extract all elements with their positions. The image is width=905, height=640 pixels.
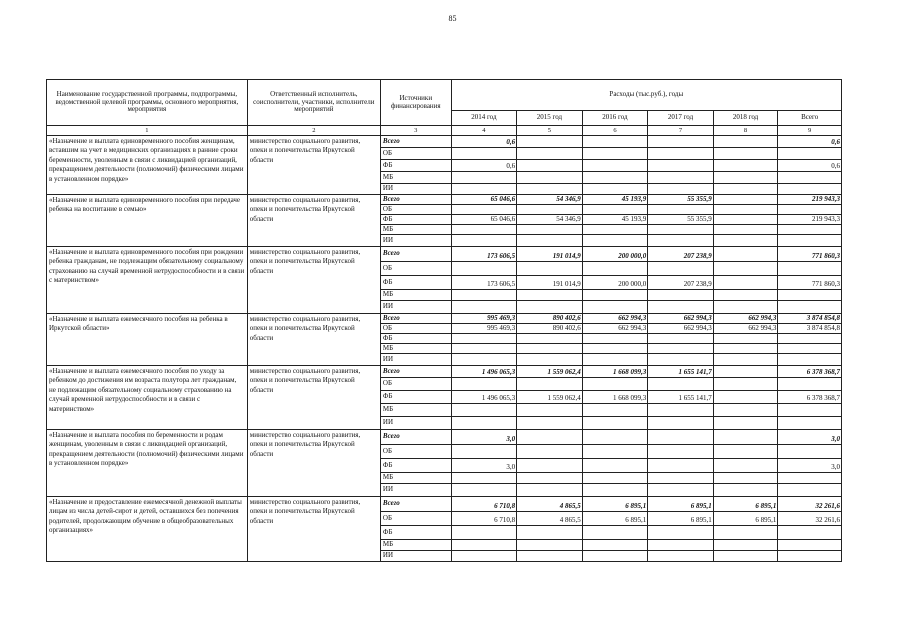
value-cell bbox=[517, 417, 583, 430]
funding-source: МБ bbox=[380, 344, 451, 354]
header-funding-source: Источники финансирования bbox=[380, 80, 451, 126]
value-cell bbox=[648, 334, 714, 344]
value-total bbox=[778, 417, 842, 430]
value-cell: 4 865,5 bbox=[517, 512, 583, 526]
value-total bbox=[778, 484, 842, 497]
funding-source: Всего bbox=[380, 430, 451, 445]
value-cell: 6 895,1 bbox=[713, 512, 778, 526]
value-cell bbox=[517, 354, 583, 366]
value-cell bbox=[517, 205, 583, 215]
value-cell bbox=[451, 290, 517, 301]
value-total: 771 860,3 bbox=[778, 247, 842, 262]
funding-source: ИИ bbox=[380, 354, 451, 366]
value-cell bbox=[582, 417, 648, 430]
value-cell: 1 655 141,7 bbox=[648, 391, 714, 404]
value-cell bbox=[713, 459, 778, 473]
value-cell bbox=[713, 247, 778, 262]
value-cell bbox=[517, 344, 583, 354]
value-cell: 1 496 065,3 bbox=[451, 366, 517, 378]
value-cell bbox=[451, 551, 517, 562]
value-cell bbox=[582, 430, 648, 445]
program-name: «Назначение и выплата ежемесячного пособия на ребенка в Иркутской области» bbox=[47, 314, 248, 366]
value-cell bbox=[451, 184, 517, 195]
value-cell: 6 710,8 bbox=[451, 497, 517, 512]
value-cell bbox=[582, 136, 648, 148]
funding-source: ОБ bbox=[380, 262, 451, 276]
value-cell: 662 994,3 bbox=[582, 314, 648, 324]
value-cell: 6 895,1 bbox=[582, 497, 648, 512]
value-cell bbox=[648, 172, 714, 184]
funding-source: ФБ bbox=[380, 160, 451, 172]
value-cell: 890 402,6 bbox=[517, 324, 583, 334]
value-cell bbox=[713, 290, 778, 301]
table-row bbox=[47, 195, 842, 205]
value-total: 3 874 854,8 bbox=[778, 324, 842, 334]
program-name: «Назначение и выплата пособия по беременности и родам женщинам, уволенным в связи с ликвидацией организаций, прекращением деятельности (полномочий) физическими лицами в установленном порядке» bbox=[47, 430, 248, 497]
funding-source: Всего bbox=[380, 247, 451, 262]
value-cell bbox=[517, 540, 583, 551]
page-number: 85 bbox=[448, 14, 457, 23]
value-cell bbox=[582, 205, 648, 215]
value-cell: 6 895,1 bbox=[648, 497, 714, 512]
value-cell bbox=[451, 378, 517, 391]
funding-source: ОБ bbox=[380, 378, 451, 391]
value-cell bbox=[713, 484, 778, 497]
value-total: 32 261,6 bbox=[778, 497, 842, 512]
program-name: «Назначение и предоставление ежемесячной денежной выплаты лицам из числа детей-сирот и детей, оставшихся без попечения родителей, продолжающим обучение в общеобразовательных организациях» bbox=[47, 497, 248, 562]
value-cell: 662 994,3 bbox=[713, 324, 778, 334]
value-cell: 662 994,3 bbox=[713, 314, 778, 324]
value-cell: 1 668 099,3 bbox=[582, 391, 648, 404]
funding-source: МБ bbox=[380, 473, 451, 484]
value-cell: 55 355,9 bbox=[648, 215, 714, 225]
funding-source: ИИ bbox=[380, 301, 451, 314]
value-total: 0,6 bbox=[778, 136, 842, 148]
value-cell: 207 238,9 bbox=[648, 276, 714, 290]
value-cell bbox=[582, 354, 648, 366]
value-cell: 200 000,0 bbox=[582, 276, 648, 290]
funding-source: МБ bbox=[380, 540, 451, 551]
funding-source: ФБ bbox=[380, 459, 451, 473]
funding-source: ФБ bbox=[380, 215, 451, 225]
value-cell bbox=[648, 344, 714, 354]
value-cell bbox=[713, 417, 778, 430]
column-number: 3 bbox=[380, 126, 451, 136]
value-total: 32 261,6 bbox=[778, 512, 842, 526]
value-cell: 1 655 141,7 bbox=[648, 366, 714, 378]
funding-source: МБ bbox=[380, 225, 451, 235]
column-number: 1 bbox=[47, 126, 248, 136]
executor: министерство социального развития, опеки и попечительства Иркутской области bbox=[247, 247, 380, 314]
value-cell: 55 355,9 bbox=[648, 195, 714, 205]
value-cell bbox=[451, 354, 517, 366]
value-cell bbox=[517, 235, 583, 247]
value-cell bbox=[713, 276, 778, 290]
executor: министерство социального развития, опеки и попечительства Иркутской области bbox=[247, 195, 380, 247]
value-cell: 173 606,5 bbox=[451, 247, 517, 262]
value-cell bbox=[517, 184, 583, 195]
funding-source: ИИ bbox=[380, 484, 451, 497]
program-name: «Назначение и выплата единовременного пособия при рождении ребенка гражданам, не подлежащим обязательному социальному страхованию на случай временной нетрудоспособности и в связи с материнством» bbox=[47, 247, 248, 314]
value-cell: 6 895,1 bbox=[648, 512, 714, 526]
value-cell bbox=[648, 551, 714, 562]
executor: министерство социального развития, опеки и попечительства Иркутской области bbox=[247, 136, 380, 195]
value-cell bbox=[648, 148, 714, 160]
funding-source: ФБ bbox=[380, 391, 451, 404]
value-cell: 662 994,3 bbox=[648, 324, 714, 334]
program-name: «Назначение и выплата ежемесячного пособия по уходу за ребенком до достижения им возраста полутора лет гражданам, не подлежащим обязательному социальному страхованию на случай временной нетрудоспособности и в связи с материнством» bbox=[47, 366, 248, 430]
value-total: 3,0 bbox=[778, 430, 842, 445]
value-total bbox=[778, 184, 842, 195]
value-cell: 890 402,6 bbox=[517, 314, 583, 324]
table-row bbox=[47, 136, 842, 148]
value-cell bbox=[713, 172, 778, 184]
value-cell bbox=[648, 526, 714, 540]
value-cell bbox=[582, 301, 648, 314]
value-cell bbox=[648, 136, 714, 148]
value-cell bbox=[451, 334, 517, 344]
value-cell bbox=[517, 404, 583, 417]
value-cell bbox=[451, 540, 517, 551]
value-cell bbox=[713, 344, 778, 354]
column-number: 4 bbox=[451, 126, 517, 136]
value-cell: 0,6 bbox=[451, 136, 517, 148]
value-cell bbox=[713, 366, 778, 378]
value-cell bbox=[582, 540, 648, 551]
value-cell bbox=[713, 184, 778, 195]
value-cell bbox=[582, 184, 648, 195]
funding-source: МБ bbox=[380, 172, 451, 184]
value-total bbox=[778, 301, 842, 314]
value-cell bbox=[648, 445, 714, 459]
value-total bbox=[778, 235, 842, 247]
funding-source: МБ bbox=[380, 290, 451, 301]
value-cell bbox=[451, 225, 517, 235]
value-cell bbox=[451, 205, 517, 215]
value-cell: 1 559 062,4 bbox=[517, 366, 583, 378]
funding-source: МБ bbox=[380, 404, 451, 417]
value-cell bbox=[451, 301, 517, 314]
value-cell bbox=[648, 459, 714, 473]
value-total bbox=[778, 172, 842, 184]
value-cell: 1 559 062,4 bbox=[517, 391, 583, 404]
value-cell bbox=[713, 354, 778, 366]
value-cell bbox=[582, 225, 648, 235]
value-cell: 6 895,1 bbox=[713, 497, 778, 512]
value-cell bbox=[713, 404, 778, 417]
value-cell bbox=[648, 378, 714, 391]
header-year: 2017 год bbox=[648, 111, 714, 126]
column-number: 9 bbox=[778, 126, 842, 136]
table-row bbox=[47, 497, 842, 512]
value-cell bbox=[713, 334, 778, 344]
value-total bbox=[778, 378, 842, 391]
value-total bbox=[778, 225, 842, 235]
funding-source: ОБ bbox=[380, 512, 451, 526]
column-number-row bbox=[47, 126, 842, 136]
header-program-name: Наименование государственной программы, подпрограммы, ведомственной целевой программы, основного мероприятия, мероприятия bbox=[47, 80, 248, 126]
value-cell bbox=[451, 473, 517, 484]
value-cell bbox=[648, 430, 714, 445]
value-cell bbox=[713, 160, 778, 172]
funding-source: ФБ bbox=[380, 334, 451, 344]
funding-source: ОБ bbox=[380, 324, 451, 334]
value-cell bbox=[582, 459, 648, 473]
value-cell bbox=[451, 148, 517, 160]
value-total bbox=[778, 334, 842, 344]
value-cell: 662 994,3 bbox=[648, 314, 714, 324]
value-cell bbox=[713, 225, 778, 235]
value-cell: 995 469,3 bbox=[451, 314, 517, 324]
table-header-row bbox=[47, 80, 842, 111]
value-cell bbox=[648, 473, 714, 484]
value-cell bbox=[648, 205, 714, 215]
value-cell: 191 014,9 bbox=[517, 276, 583, 290]
funding-source: ОБ bbox=[380, 205, 451, 215]
funding-source: Всего bbox=[380, 497, 451, 512]
value-cell bbox=[713, 391, 778, 404]
value-cell bbox=[713, 445, 778, 459]
value-cell bbox=[648, 404, 714, 417]
executor: министерство социального развития, опеки и попечительства Иркутской области bbox=[247, 497, 380, 562]
value-total bbox=[778, 354, 842, 366]
value-cell bbox=[451, 235, 517, 247]
value-total bbox=[778, 205, 842, 215]
value-cell bbox=[451, 417, 517, 430]
value-cell bbox=[582, 378, 648, 391]
value-cell bbox=[517, 262, 583, 276]
funding-source: ИИ bbox=[380, 184, 451, 195]
value-cell bbox=[451, 484, 517, 497]
funding-source: Всего bbox=[380, 136, 451, 148]
value-cell bbox=[648, 301, 714, 314]
value-cell bbox=[582, 262, 648, 276]
value-cell bbox=[648, 184, 714, 195]
value-cell bbox=[648, 417, 714, 430]
value-cell bbox=[713, 136, 778, 148]
value-cell bbox=[517, 473, 583, 484]
value-cell: 995 469,3 bbox=[451, 324, 517, 334]
value-cell: 200 000,0 bbox=[582, 247, 648, 262]
value-cell: 207 238,9 bbox=[648, 247, 714, 262]
table-row bbox=[47, 366, 842, 378]
value-cell bbox=[517, 378, 583, 391]
value-cell: 6 895,1 bbox=[582, 512, 648, 526]
table-row bbox=[47, 314, 842, 324]
value-cell bbox=[582, 344, 648, 354]
value-cell: 54 346,9 bbox=[517, 195, 583, 205]
header-year: 2016 год bbox=[582, 111, 648, 126]
value-cell: 65 046,6 bbox=[451, 215, 517, 225]
value-total bbox=[778, 404, 842, 417]
value-cell bbox=[517, 301, 583, 314]
table-row bbox=[47, 430, 842, 445]
value-cell bbox=[517, 459, 583, 473]
value-cell bbox=[713, 551, 778, 562]
column-number: 2 bbox=[247, 126, 380, 136]
value-cell bbox=[648, 160, 714, 172]
value-total bbox=[778, 290, 842, 301]
value-total: 0,6 bbox=[778, 160, 842, 172]
executor: министерство социального развития, опеки и попечительства Иркутской области bbox=[247, 314, 380, 366]
funding-source: ИИ bbox=[380, 551, 451, 562]
value-cell bbox=[517, 551, 583, 562]
column-number: 7 bbox=[648, 126, 714, 136]
value-cell bbox=[648, 235, 714, 247]
budget-table bbox=[46, 79, 842, 562]
value-total: 3,0 bbox=[778, 459, 842, 473]
value-cell bbox=[582, 404, 648, 417]
value-cell: 1 496 065,3 bbox=[451, 391, 517, 404]
value-cell: 54 346,9 bbox=[517, 215, 583, 225]
value-cell bbox=[582, 445, 648, 459]
value-cell bbox=[517, 225, 583, 235]
value-cell: 191 014,9 bbox=[517, 247, 583, 262]
header-year: 2014 год bbox=[451, 111, 517, 126]
funding-source: Всего bbox=[380, 314, 451, 324]
value-total bbox=[778, 262, 842, 276]
funding-source: ОБ bbox=[380, 445, 451, 459]
value-cell: 4 865,5 bbox=[517, 497, 583, 512]
value-cell bbox=[582, 148, 648, 160]
value-cell bbox=[582, 235, 648, 247]
column-number: 5 bbox=[517, 126, 583, 136]
header-year: 2018 год bbox=[713, 111, 778, 126]
value-cell bbox=[517, 160, 583, 172]
value-total bbox=[778, 551, 842, 562]
value-cell bbox=[648, 354, 714, 366]
value-total: 219 943,3 bbox=[778, 195, 842, 205]
header-costs: Расходы (тыс.руб.), годы bbox=[451, 80, 841, 111]
value-cell bbox=[713, 215, 778, 225]
table-body bbox=[47, 136, 842, 562]
value-cell bbox=[517, 445, 583, 459]
value-cell bbox=[451, 172, 517, 184]
value-cell bbox=[713, 430, 778, 445]
value-cell bbox=[451, 445, 517, 459]
funding-source: ИИ bbox=[380, 417, 451, 430]
value-total: 6 378 368,7 bbox=[778, 391, 842, 404]
program-name: «Назначение и выплата единовременного пособия при передаче ребенка на воспитание в семью» bbox=[47, 195, 248, 247]
value-cell bbox=[582, 484, 648, 497]
table-row bbox=[47, 247, 842, 262]
value-cell: 6 710,8 bbox=[451, 512, 517, 526]
header-year: 2015 год bbox=[517, 111, 583, 126]
value-cell bbox=[517, 484, 583, 497]
value-cell bbox=[713, 473, 778, 484]
value-cell: 45 193,9 bbox=[582, 195, 648, 205]
value-total bbox=[778, 344, 842, 354]
value-cell: 45 193,9 bbox=[582, 215, 648, 225]
value-cell bbox=[582, 290, 648, 301]
value-cell bbox=[713, 205, 778, 215]
value-cell bbox=[451, 404, 517, 417]
header-total: Всего bbox=[778, 111, 842, 126]
funding-source: ОБ bbox=[380, 148, 451, 160]
value-cell: 173 606,5 bbox=[451, 276, 517, 290]
column-number: 8 bbox=[713, 126, 778, 136]
value-cell bbox=[713, 235, 778, 247]
funding-source: ИИ bbox=[380, 235, 451, 247]
value-cell bbox=[582, 473, 648, 484]
value-cell bbox=[648, 262, 714, 276]
value-cell bbox=[648, 290, 714, 301]
value-cell bbox=[582, 334, 648, 344]
value-cell bbox=[713, 378, 778, 391]
value-cell bbox=[713, 195, 778, 205]
value-cell bbox=[451, 262, 517, 276]
value-cell bbox=[648, 484, 714, 497]
header-executor: Ответственный исполнитель, соисполнители, участники, исполнители мероприятий bbox=[247, 80, 380, 126]
value-cell bbox=[517, 148, 583, 160]
value-total bbox=[778, 445, 842, 459]
value-cell bbox=[517, 526, 583, 540]
value-cell bbox=[648, 225, 714, 235]
value-total bbox=[778, 473, 842, 484]
value-cell bbox=[582, 551, 648, 562]
value-cell: 1 668 099,3 bbox=[582, 366, 648, 378]
value-cell: 3,0 bbox=[451, 459, 517, 473]
funding-source: ФБ bbox=[380, 276, 451, 290]
value-cell bbox=[517, 334, 583, 344]
value-cell: 662 994,3 bbox=[582, 324, 648, 334]
funding-source: Всего bbox=[380, 366, 451, 378]
value-total bbox=[778, 148, 842, 160]
value-cell bbox=[451, 344, 517, 354]
value-total bbox=[778, 526, 842, 540]
value-cell bbox=[713, 262, 778, 276]
value-total: 6 378 368,7 bbox=[778, 366, 842, 378]
funding-source: Всего bbox=[380, 195, 451, 205]
value-cell bbox=[517, 172, 583, 184]
executor: министерство социального развития, опеки и попечительства Иркутской области bbox=[247, 366, 380, 430]
value-cell bbox=[713, 148, 778, 160]
value-cell bbox=[582, 172, 648, 184]
value-cell bbox=[582, 526, 648, 540]
funding-source: ФБ bbox=[380, 526, 451, 540]
value-cell bbox=[582, 160, 648, 172]
value-cell: 3,0 bbox=[451, 430, 517, 445]
value-cell bbox=[648, 540, 714, 551]
value-cell bbox=[713, 301, 778, 314]
value-total bbox=[778, 540, 842, 551]
value-cell bbox=[517, 290, 583, 301]
value-total: 771 860,3 bbox=[778, 276, 842, 290]
program-name: «Назначение и выплата единовременного пособия женщинам, вставшим на учет в медицинских организациях в ранние сроки беременности, уволенным в связи с ликвидацией организаций, прекращением деятельности (полномочий) физическими лицами в установленном порядке» bbox=[47, 136, 248, 195]
value-cell bbox=[517, 136, 583, 148]
value-cell bbox=[451, 526, 517, 540]
value-cell bbox=[713, 526, 778, 540]
column-number: 6 bbox=[582, 126, 648, 136]
value-total: 3 874 854,8 bbox=[778, 314, 842, 324]
value-total: 219 943,3 bbox=[778, 215, 842, 225]
value-cell: 65 046,6 bbox=[451, 195, 517, 205]
value-cell: 0,6 bbox=[451, 160, 517, 172]
executor: министерство социального развития, опеки и попечительства Иркутской области bbox=[247, 430, 380, 497]
value-cell bbox=[713, 540, 778, 551]
value-cell bbox=[517, 430, 583, 445]
